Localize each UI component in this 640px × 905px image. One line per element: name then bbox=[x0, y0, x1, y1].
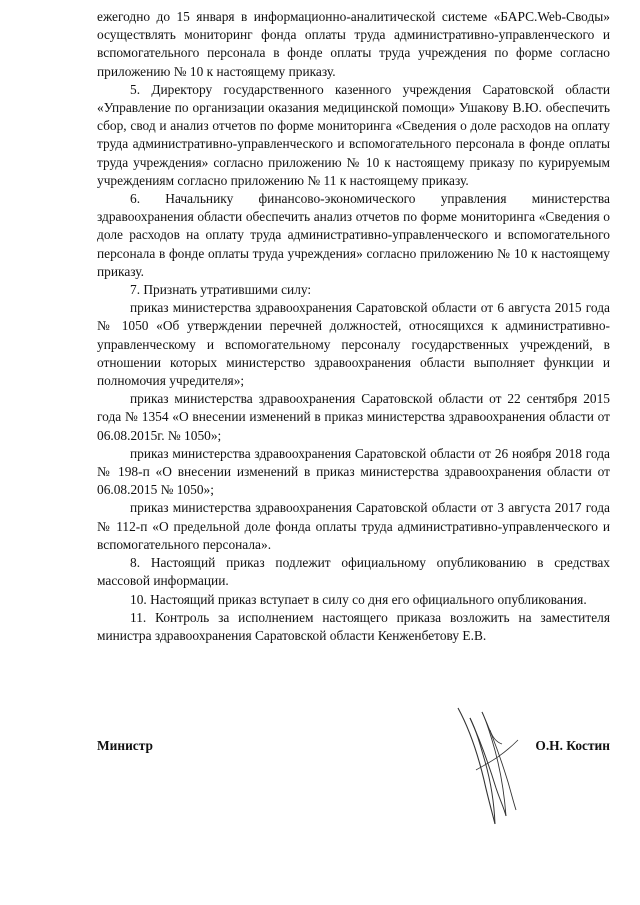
paragraph-item-5: 5. Директору государственного казенного учреждения Саратовской области «Управление по организации оказания медицинской помощи» Ушакову В.Ю. обеспечить сбор, свод и анализ отчетов по форме мониторинга «Сведения о доле расходов на оплату труда административно-управленческого и вспомогательного персонала в фонде оплаты труда учреждения» согласно приложению № 10 к настоящему приказу по курируемым учреждениям согласно приложению № 11 к настоящему приказу. bbox=[97, 81, 610, 188]
paragraph-item-11: 11. Контроль за исполнением настоящего приказа возложить на заместителя министра здравоохранения Саратовской области Кенженбетову Е.В. bbox=[97, 609, 610, 643]
signature-block bbox=[97, 738, 610, 768]
paragraph-revoked-order-4: приказ министерства здравоохранения Саратовской области от 3 августа 2017 года № 112-п «О предельной доле фонда оплаты труда административно-управленческого и вспомогательного персонала». bbox=[97, 500, 610, 552]
paragraph-continuation: ежегодно до 15 января в информационно-аналитической системе «БАРС.Web-Своды» осуществлять мониторинг фонда оплаты труда административно-управленческого и вспомогательного персонала в фонде оплаты труда учреждения по форме согласно приложению № 10 к настоящему приказу. bbox=[97, 9, 610, 79]
paragraph-item-7: 7. Признать утратившими силу: bbox=[130, 282, 312, 298]
paragraph-revoked-order-3: приказ министерства здравоохранения Саратовской области от 26 ноября 2018 года № 198-п «О внесении изменений в приказ министерства здравоохранения области от 06.08.2015 № 1050»; bbox=[97, 445, 610, 498]
paragraph-revoked-order-1: приказ министерства здравоохранения Саратовской области от 6 августа 2015 года № 1050 «Об утверждении перечней должностей, относящихся к административно-управленческому и вспомогательному персоналу государственных учреждений, в отношении которых министерство здравоохранения области выполняет функции и полномочия учредителя»; bbox=[97, 300, 610, 389]
paragraph-revoked-order-2: приказ министерства здравоохранения Саратовской области от 22 сентября 2015 года № 1354 «О внесении изменений в приказ министерства здравоохранения области от 06.08.2015г. № 1050»; bbox=[97, 391, 610, 443]
paragraph-item-10: 10. Настоящий приказ вступает в силу со дня его официального опубликования. bbox=[130, 591, 587, 607]
document-body bbox=[97, 8, 610, 645]
paragraph-item-8: 8. Настоящий приказ подлежит официальному опубликованию в средствах массовой информации. bbox=[97, 555, 610, 589]
signatory-name: О.Н. Костин bbox=[535, 738, 610, 753]
paragraph-item-6: 6. Начальнику финансово-экономического управления министерства здравоохранения области обеспечить анализ отчетов по форме мониторинга «Сведения о доле расходов на оплату труда административно-управленческого и вспомогательного персонала в фонде оплаты труда учреждения» согласно приложению № 10 к настоящему приказу. bbox=[97, 191, 610, 279]
signatory-title: Министр bbox=[97, 738, 153, 753]
